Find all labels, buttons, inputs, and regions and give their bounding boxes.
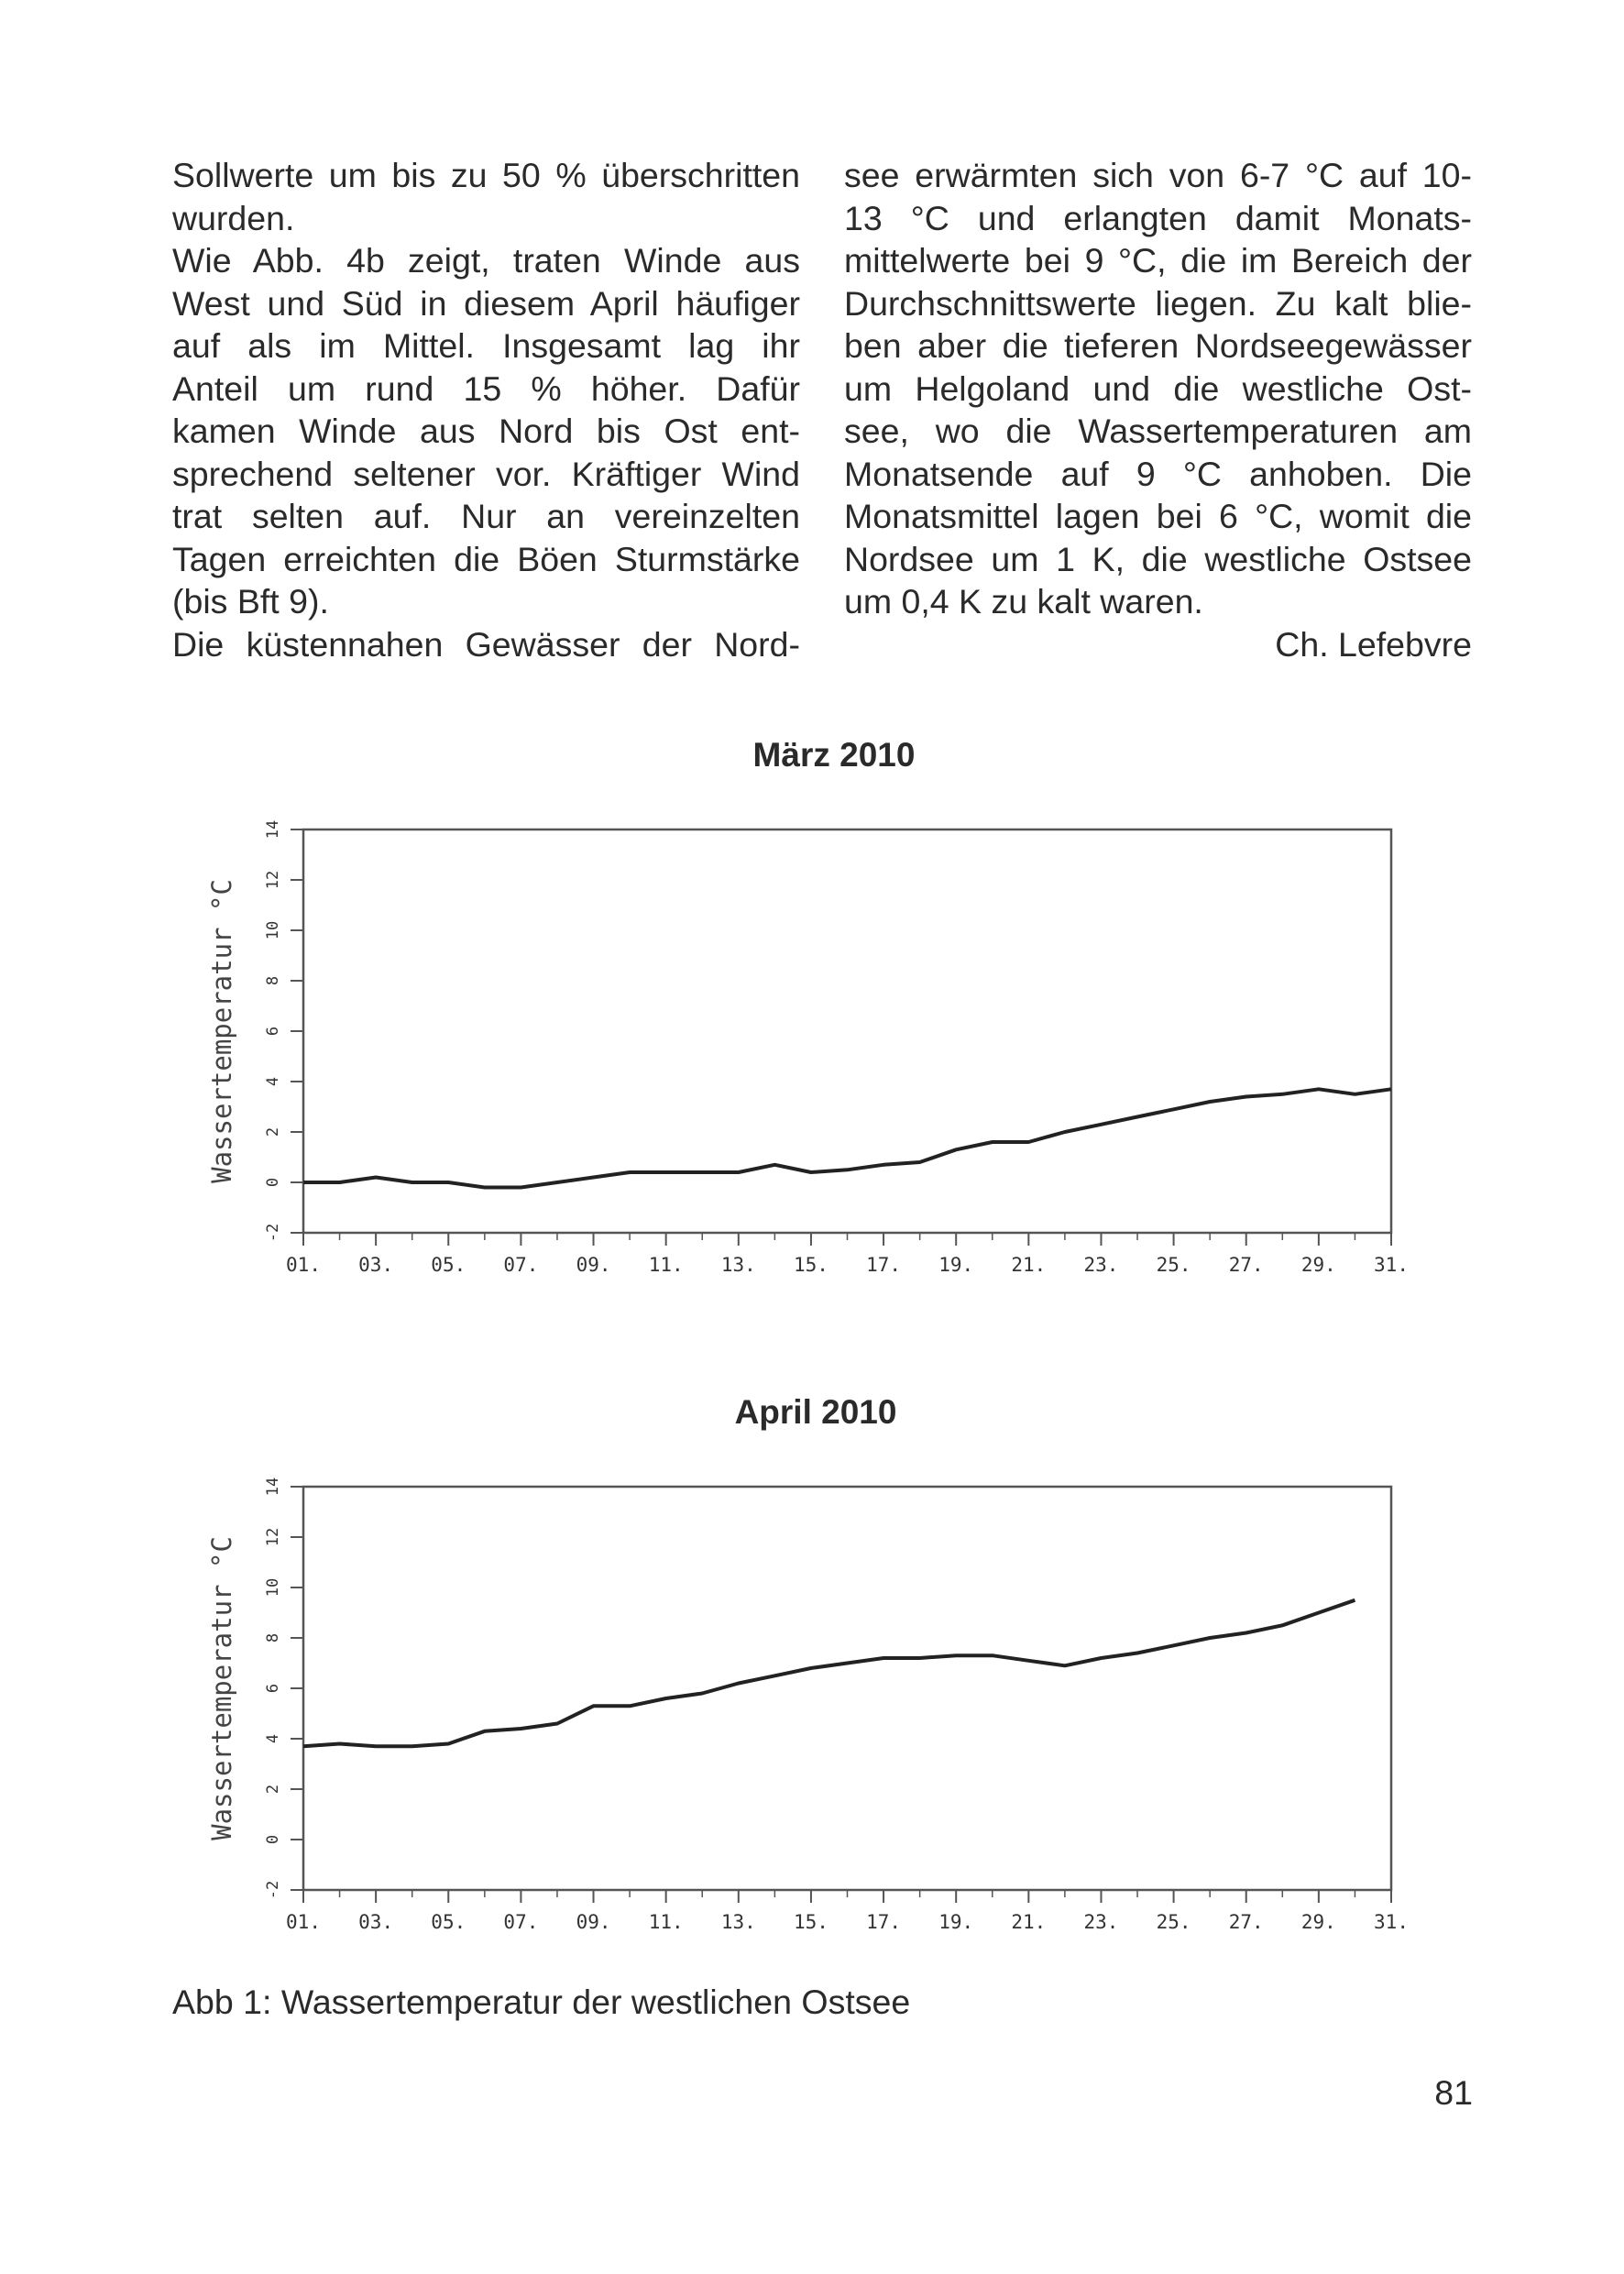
right-line: Monatsmittel lagen bei 6 °C, womit die xyxy=(844,497,1472,535)
x-tick-label: 09. xyxy=(576,1254,611,1276)
x-tick-label: 29. xyxy=(1300,1254,1336,1276)
x-tick-label: 21. xyxy=(1011,1254,1047,1276)
y-tick-label: -2 xyxy=(264,1223,282,1243)
figure-caption: Abb 1: Wassertemperatur der westlichen Ostsee xyxy=(172,1983,911,2021)
x-tick-label: 25. xyxy=(1156,1911,1191,1933)
left-line: (bis Bft 9). xyxy=(172,582,329,621)
x-tick-label: 31. xyxy=(1374,1911,1409,1933)
right-line: Monatsende auf 9 °C anhoben. Die xyxy=(844,454,1472,493)
x-tick-label: 11. xyxy=(648,1911,684,1933)
y-tick-label: 2 xyxy=(264,1784,282,1795)
left-line: Tagen erreichten die Böen Sturmstärke xyxy=(172,539,800,578)
y-tick-label: 14 xyxy=(264,819,282,840)
x-tick-label: 01. xyxy=(286,1254,321,1276)
right-line: mittelwerte bei 9 °C, die im Bereich der xyxy=(844,241,1472,280)
right-line: ben aber die tieferen Nordseegewässer xyxy=(844,326,1472,365)
x-tick-label: 03. xyxy=(358,1254,394,1276)
right-line: um 0,4 K zu kalt waren. xyxy=(844,582,1203,621)
right-line: see erwärmten sich von 6-7 °C auf 10- xyxy=(844,156,1472,194)
x-tick-label: 19. xyxy=(938,1911,974,1933)
x-tick-label: 17. xyxy=(866,1254,902,1276)
plot-frame xyxy=(303,829,1391,1233)
x-tick-label: 21. xyxy=(1011,1911,1047,1933)
page-number: 81 xyxy=(1434,2073,1473,2112)
x-tick-label: 25. xyxy=(1156,1254,1191,1276)
y-tick-label: 0 xyxy=(264,1177,282,1188)
right-line: 13 °C und erlangten damit Monats- xyxy=(844,198,1472,237)
y-tick-label: 10 xyxy=(264,920,282,940)
x-tick-label: 11. xyxy=(648,1254,684,1276)
left-line: trat selten auf. Nur an vereinzelten xyxy=(172,497,800,535)
right-line: Nordsee um 1 K, die westliche Ostsee xyxy=(844,539,1472,578)
right-text-column xyxy=(844,154,1472,665)
left-line: auf als im Mittel. Insgesamt lag ihr xyxy=(172,326,800,365)
x-tick-label: 13. xyxy=(720,1911,756,1933)
x-tick-label: 05. xyxy=(431,1254,466,1276)
left-line: Die küstennahen Gewässer der Nord- xyxy=(172,624,800,664)
left-line: West und Süd in diesem April häufiger xyxy=(172,283,800,323)
chart-maerz-2010 xyxy=(183,807,1466,1283)
x-tick-label: 13. xyxy=(720,1254,756,1276)
temperature-series-line xyxy=(303,1089,1391,1187)
x-tick-label: 03. xyxy=(358,1911,394,1933)
y-axis-label: Wassertemperatur °C xyxy=(206,879,237,1183)
x-tick-label: 15. xyxy=(793,1911,828,1933)
x-tick-label: 17. xyxy=(866,1911,902,1933)
x-tick-label: 05. xyxy=(431,1911,466,1933)
right-line: um Helgoland und die westliche Ost- xyxy=(844,368,1472,408)
left-text-column xyxy=(172,154,800,665)
y-tick-label: 4 xyxy=(264,1733,282,1744)
x-tick-label: 29. xyxy=(1300,1911,1336,1933)
plot-frame xyxy=(303,1487,1391,1890)
x-tick-label: 07. xyxy=(503,1254,539,1276)
x-tick-label: 27. xyxy=(1228,1254,1264,1276)
x-tick-label: 23. xyxy=(1083,1254,1119,1276)
right-line: Durchschnittswerte liegen. Zu kalt blie- xyxy=(844,283,1472,323)
x-tick-label: 19. xyxy=(938,1254,974,1276)
right-line: see, wo die Wassertemperaturen am xyxy=(844,412,1472,450)
y-tick-label: 4 xyxy=(264,1076,282,1087)
y-tick-label: 6 xyxy=(264,1026,282,1037)
y-tick-label: 8 xyxy=(264,975,282,986)
y-tick-label: 6 xyxy=(264,1683,282,1694)
y-tick-label: 2 xyxy=(264,1126,282,1137)
y-tick-label: 10 xyxy=(264,1577,282,1598)
chart-april-2010 xyxy=(183,1464,1466,1940)
author-name: Ch. Lefebvre xyxy=(1275,624,1472,664)
x-tick-label: 15. xyxy=(793,1254,828,1276)
left-line: wurden. xyxy=(172,198,295,237)
y-tick-label: 0 xyxy=(264,1834,282,1845)
x-tick-label: 07. xyxy=(503,1911,539,1933)
left-line: Sollwerte um bis zu 50 % überschritten xyxy=(172,156,800,194)
temperature-series-line xyxy=(303,1600,1355,1747)
left-line: sprechend seltener vor. Kräftiger Wind xyxy=(172,454,800,493)
y-tick-label: -2 xyxy=(264,1880,282,1900)
chart-title-april: April 2010 xyxy=(734,1393,897,1431)
x-tick-label: 09. xyxy=(576,1911,611,1933)
chart-title-maerz: März 2010 xyxy=(752,736,916,774)
x-tick-label: 31. xyxy=(1374,1254,1409,1276)
y-tick-label: 8 xyxy=(264,1632,282,1643)
y-tick-label: 12 xyxy=(264,1527,282,1547)
y-tick-label: 12 xyxy=(264,870,282,890)
x-tick-label: 27. xyxy=(1228,1911,1264,1933)
left-line: Anteil um rund 15 % höher. Dafür xyxy=(172,368,800,408)
y-tick-label: 14 xyxy=(264,1477,282,1497)
x-tick-label: 23. xyxy=(1083,1911,1119,1933)
left-line: kamen Winde aus Nord bis Ost ent- xyxy=(172,412,800,450)
x-tick-label: 01. xyxy=(286,1911,321,1933)
y-axis-label: Wassertemperatur °C xyxy=(206,1536,237,1840)
left-line: Wie Abb. 4b zeigt, traten Winde aus xyxy=(172,241,800,280)
